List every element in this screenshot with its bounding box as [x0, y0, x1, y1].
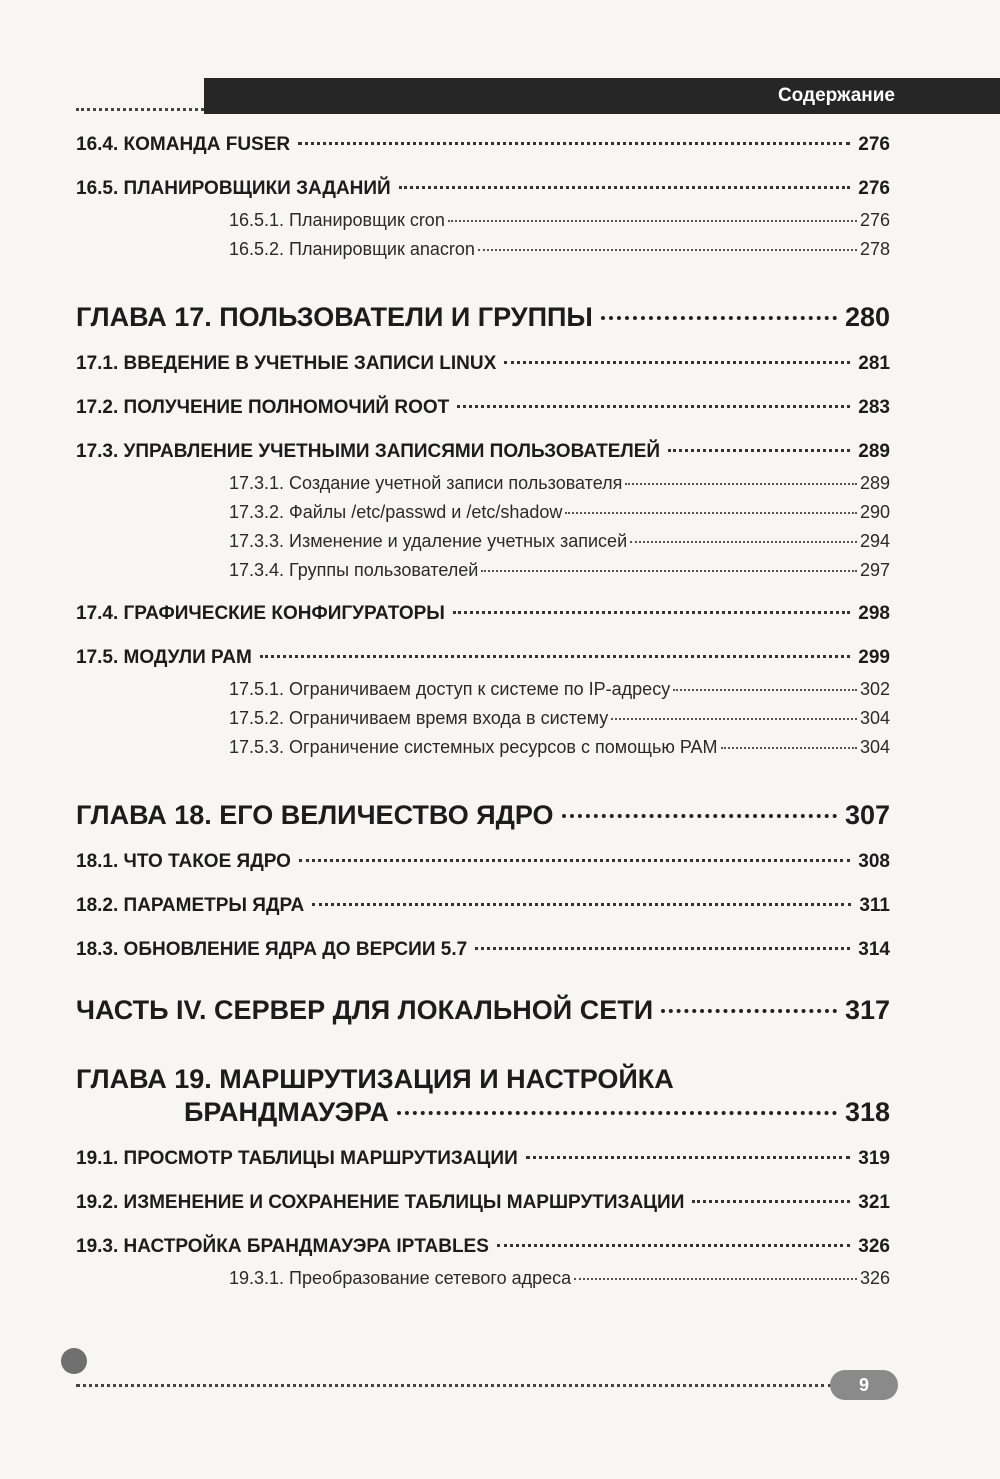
toc-entry-page: 326	[859, 1268, 890, 1288]
toc-entry-title: 17.5.2. Ограничиваем время входа в систему	[229, 708, 609, 728]
toc-entry-title: 17.1. ВВЕДЕНИЕ В УЧЕТНЫЕ ЗАПИСИ LINUX	[76, 353, 497, 374]
toc-entry-page: 304	[859, 737, 890, 757]
toc-entry-page: 317	[844, 995, 890, 1025]
toc-entry	[229, 708, 890, 729]
dot-leader	[661, 1009, 837, 1013]
toc-entry-page: 294	[859, 531, 890, 551]
toc-entry	[76, 353, 890, 375]
toc-entry	[229, 679, 890, 700]
dot-leader	[475, 947, 850, 950]
toc-entry	[76, 647, 890, 669]
toc-entry-title: 17.3.3. Изменение и удаление учетных записей	[229, 531, 628, 551]
toc-entry-page: 289	[858, 441, 890, 462]
table-of-contents	[76, 134, 890, 1289]
toc-entry	[76, 995, 890, 1026]
dot-leader	[260, 655, 850, 658]
dot-leader	[692, 1200, 850, 1203]
toc-entry	[76, 1236, 890, 1258]
dot-leader	[497, 1244, 850, 1247]
toc-entry-page: 276	[858, 178, 890, 199]
toc-entry-title: ГЛАВА 18. ЕГО ВЕЛИЧЕСТВО ЯДРО	[76, 800, 554, 830]
toc-entry	[76, 895, 890, 917]
toc-entry	[229, 560, 890, 581]
header-dotted-rule	[76, 108, 204, 111]
header-title: Содержание	[777, 85, 895, 106]
toc-entry-page: 276	[858, 134, 890, 155]
toc-entry	[76, 302, 890, 333]
toc-entry-page: 289	[859, 473, 890, 493]
toc-entry	[76, 851, 890, 873]
toc-entry-page: 298	[858, 603, 890, 624]
dot-leader	[526, 1156, 851, 1159]
dot-leader	[601, 316, 837, 320]
toc-entry	[76, 178, 890, 200]
toc-entry	[76, 134, 890, 156]
dot-leader	[625, 483, 857, 485]
toc-entry-title: ГЛАВА 19. МАРШРУТИЗАЦИЯ И НАСТРОЙКА	[76, 1064, 674, 1094]
dot-leader	[448, 220, 857, 222]
toc-entry-page: 280	[844, 302, 890, 332]
toc-entry-page: 318	[844, 1097, 890, 1127]
toc-entry	[76, 1148, 890, 1170]
toc-entry	[229, 531, 890, 552]
footer-circle-marker	[61, 1348, 87, 1374]
toc-entry-title: 17.3.1. Создание учетной записи пользователя	[229, 473, 623, 493]
toc-entry-page: 319	[858, 1148, 890, 1169]
toc-entry	[184, 1097, 890, 1128]
toc-entry-page: 307	[844, 800, 890, 830]
dot-leader	[630, 541, 857, 543]
toc-entry-title: 17.2. ПОЛУЧЕНИЕ ПОЛНОМОЧИЙ ROOT	[76, 397, 450, 418]
toc-entry-title: 17.4. ГРАФИЧЕСКИЕ КОНФИГУРАТОРЫ	[76, 603, 445, 624]
toc-entry-title: 19.3.1. Преобразование сетевого адреса	[229, 1268, 572, 1288]
toc-entry	[76, 1192, 890, 1214]
toc-entry-page: 290	[859, 502, 890, 522]
toc-entry-title: ГЛАВА 17. ПОЛЬЗОВАТЕЛИ И ГРУППЫ	[76, 302, 593, 332]
toc-entry-page: 308	[858, 851, 890, 872]
dot-leader	[574, 1278, 857, 1280]
toc-entry-title: 19.2. ИЗМЕНЕНИЕ И СОХРАНЕНИЕ ТАБЛИЦЫ МАРШРУТИЗАЦИИ	[76, 1192, 685, 1213]
toc-entry-title: 16.5.2. Планировщик anacron	[229, 239, 475, 259]
toc-entry	[229, 239, 890, 260]
dot-leader	[478, 249, 857, 251]
page-number-badge	[830, 1370, 898, 1400]
toc-entry	[229, 210, 890, 231]
toc-entry-page: 326	[858, 1236, 890, 1257]
page-number: 9	[858, 1374, 869, 1395]
dot-leader	[312, 903, 851, 906]
toc-entry-page: 299	[858, 647, 890, 668]
toc-entry-title: ЧАСТЬ IV. СЕРВЕР ДЛЯ ЛОКАЛЬНОЙ СЕТИ	[76, 995, 654, 1025]
toc-entry	[76, 441, 890, 463]
footer-dotted-rule	[76, 1384, 832, 1387]
dot-leader	[565, 512, 857, 514]
toc-entry-page: 311	[859, 895, 890, 916]
toc-entry-title: 17.5. МОДУЛИ PAM	[76, 647, 252, 668]
dot-leader	[397, 1111, 837, 1115]
dot-leader	[457, 405, 850, 408]
toc-entry	[229, 473, 890, 494]
toc-entry	[76, 1064, 890, 1095]
toc-entry-title: 17.5.1. Ограничиваем доступ к системе по IP-адресу	[229, 679, 671, 699]
toc-entry	[76, 939, 890, 961]
toc-entry-title: 18.2. ПАРАМЕТРЫ ЯДРА	[76, 895, 305, 916]
dot-leader	[673, 689, 857, 691]
toc-entry-page: 302	[859, 679, 890, 699]
dot-leader	[453, 611, 850, 614]
toc-entry-title: 17.5.3. Ограничение системных ресурсов с помощью PAM	[229, 737, 718, 757]
toc-entry-title: 16.4. КОМАНДА FUSER	[76, 134, 291, 155]
toc-entry	[229, 1268, 890, 1289]
toc-entry-title: 16.5.1. Планировщик cron	[229, 210, 445, 230]
dot-leader	[481, 570, 857, 572]
toc-entry-title: 19.3. НАСТРОЙКА БРАНДМАУЭРА IPTABLES	[76, 1236, 489, 1257]
toc-entry-title: 17.3.2. Файлы /etc/passwd и /etc/shadow	[229, 502, 563, 522]
dot-leader	[611, 718, 857, 720]
toc-entry-page: 283	[858, 397, 890, 418]
toc-entry-page: 276	[859, 210, 890, 230]
toc-entry-page: 278	[859, 239, 890, 259]
toc-entry	[76, 603, 890, 625]
toc-entry	[229, 737, 890, 758]
toc-entry-title: 18.1. ЧТО ТАКОЕ ЯДРО	[76, 851, 291, 872]
dot-leader	[298, 142, 850, 145]
dot-leader	[399, 186, 851, 189]
toc-entry-title: 18.3. ОБНОВЛЕНИЕ ЯДРА ДО ВЕРСИИ 5.7	[76, 939, 468, 960]
toc-entry-page: 304	[859, 708, 890, 728]
header-bar	[204, 78, 1000, 114]
toc-entry	[76, 397, 890, 419]
toc-entry-page: 297	[859, 560, 890, 580]
toc-entry-title: 19.1. ПРОСМОТР ТАБЛИЦЫ МАРШРУТИЗАЦИИ	[76, 1148, 518, 1169]
toc-entry-title: 17.3. УПРАВЛЕНИЕ УЧЕТНЫМИ ЗАПИСЯМИ ПОЛЬЗОВАТЕЛЕЙ	[76, 441, 661, 462]
dot-leader	[721, 747, 857, 749]
dot-leader	[668, 449, 850, 452]
dot-leader	[562, 814, 837, 818]
toc-entry-page: 314	[858, 939, 890, 960]
toc-entry-page: 321	[858, 1192, 890, 1213]
toc-entry-page: 281	[858, 353, 890, 374]
toc-entry	[229, 502, 890, 523]
toc-entry	[76, 800, 890, 831]
toc-entry-title: 17.3.4. Группы пользователей	[229, 560, 479, 580]
toc-entry-title: 16.5. ПЛАНИРОВЩИКИ ЗАДАНИЙ	[76, 178, 391, 199]
dot-leader	[504, 361, 850, 364]
toc-entry-title: БРАНДМАУЭРА	[184, 1097, 390, 1127]
dot-leader	[299, 859, 850, 862]
